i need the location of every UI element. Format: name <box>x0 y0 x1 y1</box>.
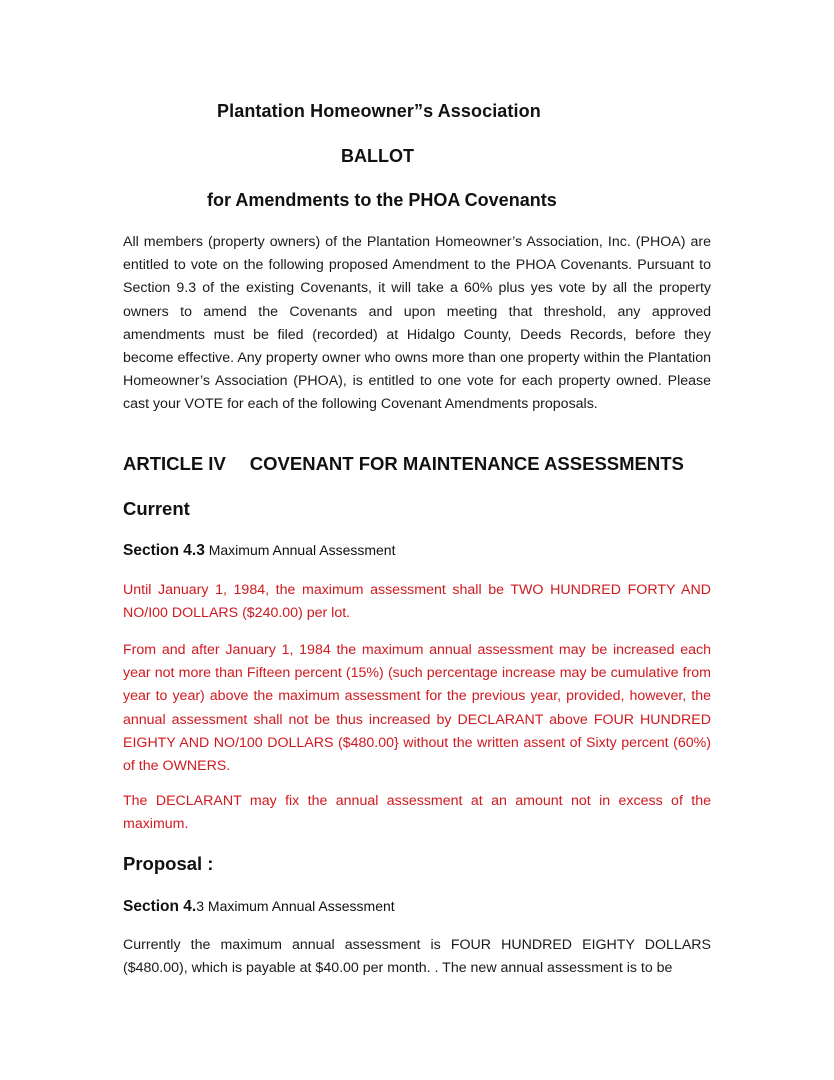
intro-paragraph: All members (property owners) of the Plantation Homeowner’s Association, Inc. (PHOA) are entitled to vote on the following proposed Amendment to the PHOA Covenants. Pursuant to Section 9.3 of the existing Covenants, it will take a 60% plus yes vote by all the property owners to amend the Covenants and upon meeting that threshold, any approved amendments must be filed (recorded) at Hidalgo County, Deeds Records, before they become effective. Any property owner who owns more than one property within the Plantation Homeowner’s Association (PHOA), is entitled to one vote for each property owned. Please cast your VOTE for each of the following Covenant Amendments proposals. <box>123 234 711 413</box>
current-section-heading <box>123 542 395 560</box>
section-title: Maximum Annual Assessment <box>204 898 395 914</box>
association-title: Plantation Homeowner”s Association <box>217 101 541 121</box>
proposal-paragraph: Currently the maximum annual assessment is FOUR HUNDRED EIGHTY DOLLARS ($480.00), which is payable at $40.00 per month. . The new annual assessment is to be <box>123 937 711 977</box>
current-paragraph-declarant: The DECLARANT may fix the annual assessment at an amount not in excess of the maximum. <box>123 793 711 833</box>
proposal-section-heading <box>123 898 395 916</box>
current-paragraph-after-1984: From and after January 1, 1984 the maximum annual assessment may be increased each year not more than Fifteen percent (15%) (such percentage increase may be cumulative from year to year) above the maximum assessment for the previous year, provided, however, the annual assessment shall not be thus increased by DECLARANT above FOUR HUNDRED EIGHTY AND NO/100 DOLLARS ($480.00} without the written assent of Sixty percent (60%) of the OWNERS. <box>123 642 711 775</box>
ballot-subtitle: for Amendments to the PHOA Covenants <box>207 190 557 210</box>
section-number-suffix: 3 <box>196 898 205 914</box>
article-number: ARTICLE IV <box>123 453 226 474</box>
article-title: COVENANT FOR MAINTENANCE ASSESSMENTS <box>249 453 684 474</box>
proposal-heading: Proposal : <box>123 853 214 874</box>
current-paragraph-until-1984: Until January 1, 1984, the maximum assessment shall be TWO HUNDRED FORTY AND NO/I00 DOLLARS ($240.00) per lot. <box>123 582 711 622</box>
current-heading: Current <box>123 498 190 519</box>
section-number: Section 4.3 <box>123 542 205 559</box>
ballot-title: BALLOT <box>341 146 414 166</box>
article-heading <box>123 453 684 475</box>
section-title: Maximum Annual Assessment <box>204 542 396 558</box>
section-number: Section 4. <box>123 898 197 915</box>
